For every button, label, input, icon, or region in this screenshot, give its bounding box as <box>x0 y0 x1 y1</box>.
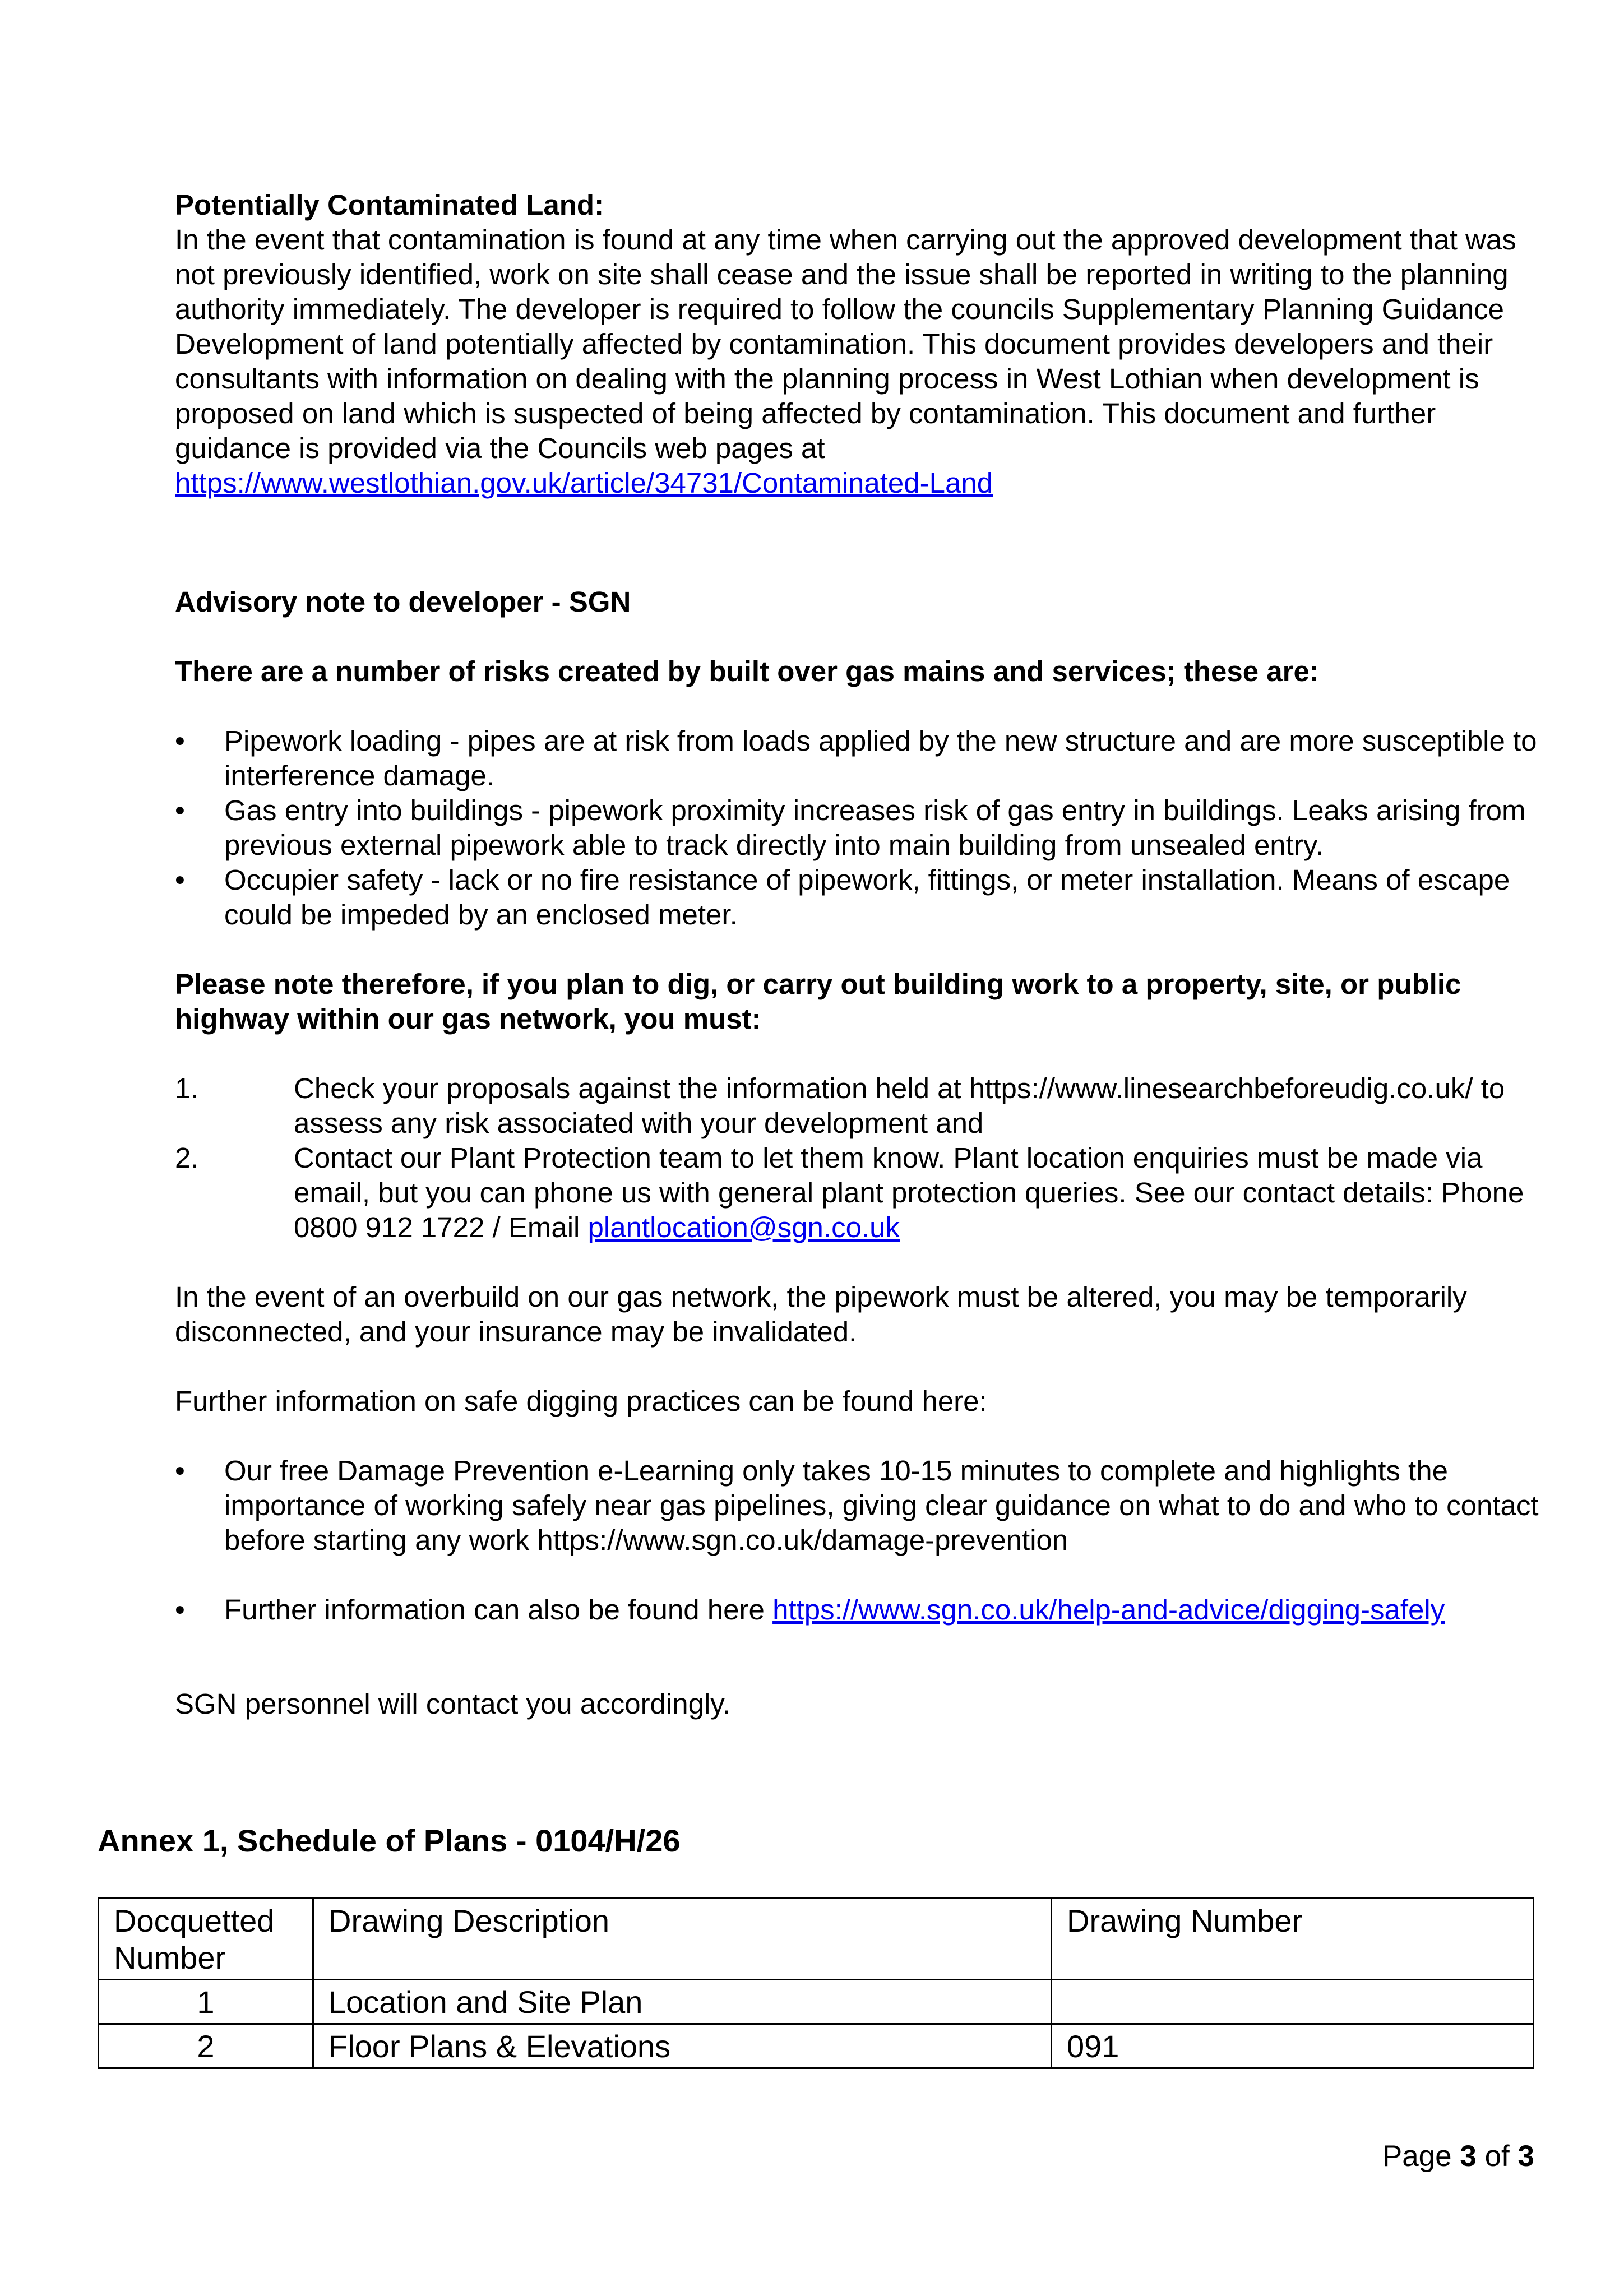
total-pages: 3 <box>1517 2140 1534 2173</box>
overbuild-text: In the event of an overbuild on our gas network, the pipework must be altered, you may be temporarily disconnected, and your insurance may be invalidated. <box>175 1281 1467 1348</box>
spacer <box>175 1558 1548 1593</box>
plans-table <box>98 1897 1534 2069</box>
further-text: Further information can also be found here <box>224 1594 773 1626</box>
risk-text: Gas entry into buildings - pipework proximity increases risk of gas entry in buildings. Leaks arising from previous external pipework able to track directly into main building from unsealed entry. <box>224 794 1526 861</box>
bullet-icon: • <box>175 725 185 757</box>
must-intro: Please note therefore, if you plan to dig, or carry out building work to a property, site, or public highway within our gas network, you must: <box>175 968 1461 1035</box>
list-item <box>175 793 1548 863</box>
further-intro: Further information on safe digging practices can be found here: <box>175 1385 987 1417</box>
list-item <box>175 1141 1548 1245</box>
header-drawing-description: Drawing Description <box>313 1899 1052 1980</box>
bullet-icon: • <box>175 1594 185 1626</box>
current-page: 3 <box>1460 2140 1477 2173</box>
bullet-icon: • <box>175 864 185 896</box>
of-word: of <box>1484 2140 1510 2173</box>
annex-title: Annex 1, Schedule of Plans - 0104/H/26 <box>98 1823 681 1858</box>
digging-safely-link[interactable]: https://www.sgn.co.uk/help-and-advice/digging-safely <box>772 1594 1445 1626</box>
step-number: 2. <box>175 1142 199 1174</box>
spacer <box>175 1419 1548 1453</box>
table-row <box>99 1980 1534 2024</box>
further-list-2 <box>175 1593 1548 1627</box>
spacer <box>175 619 1548 654</box>
bullet-icon: • <box>175 1455 185 1487</box>
spacer <box>175 1349 1548 1384</box>
page-content <box>175 188 1548 1721</box>
steps-list <box>175 1071 1548 1245</box>
spacer <box>175 1245 1548 1280</box>
header-docquetted-number: Docquetted Number <box>99 1899 313 1980</box>
risks-list <box>175 724 1548 932</box>
bullet-icon: • <box>175 794 185 826</box>
drawing-description-cell: Location and Site Plan <box>313 1980 1052 2024</box>
spacer <box>175 932 1548 967</box>
further-list <box>175 1453 1548 1558</box>
spacer <box>175 1036 1548 1071</box>
table-row <box>99 2024 1534 2068</box>
header-drawing-number: Drawing Number <box>1052 1899 1534 1980</box>
drawing-number-cell: 091 <box>1052 2024 1534 2068</box>
contaminated-land-body <box>175 223 1548 501</box>
plantlocation-email-link[interactable]: plantlocation@sgn.co.uk <box>587 1211 900 1243</box>
docquetted-number-cell: 2 <box>99 2024 313 2068</box>
list-item <box>175 1071 1548 1141</box>
list-item <box>175 1453 1548 1558</box>
spacer <box>175 501 1548 585</box>
list-item <box>175 724 1548 793</box>
contaminated-land-text: In the event that contamination is found at any time when carrying out the approved development that was not previously identified, work on site shall cease and the issue shall be reported in writing to the planning authority immediately. The developer is required to follow the councils Supplementary Planning Guidance Development of land potentially affected by contamination. This document provides developers and their consultants with information on dealing with the planning process in West Lothian when development is proposed on land which is suspected of being affected by contamination. This document and further guidance is provided via the Councils web pages at <box>175 224 1516 464</box>
step-number: 1. <box>175 1072 199 1104</box>
risk-text: Occupier safety - lack or no fire resistance of pipework, fittings, or meter installation. Means of escape could be impeded by an enclosed meter. <box>224 864 1510 931</box>
risk-text: Pipework loading - pipes are at risk from loads applied by the new structure and are more susceptible to interference damage. <box>224 725 1537 791</box>
contaminated-land-link[interactable]: https://www.westlothian.gov.uk/article/34731/Contaminated-Land <box>175 467 993 499</box>
list-item <box>175 863 1548 932</box>
spacer <box>175 689 1548 724</box>
page-number <box>1382 2138 1534 2174</box>
step-text: Contact our Plant Protection team to let them know. Plant location enquiries must be made via email, but you can phone us with general plant protection queries. See our contact details: Phone 0800 912 1722 / Email <box>294 1142 1524 1243</box>
closing-text: SGN personnel will contact you accordingly. <box>175 1688 731 1720</box>
step-text: Check your proposals against the information held at https://www.linesearchbeforeudig.co.uk/ to assess any risk associated with your development and <box>294 1072 1505 1139</box>
table-header-row <box>99 1899 1534 1980</box>
docquetted-number-cell: 1 <box>99 1980 313 2024</box>
drawing-description-cell: Floor Plans & Elevations <box>313 2024 1052 2068</box>
page-word: Page <box>1382 2140 1452 2173</box>
sgn-heading: Advisory note to developer - SGN <box>175 586 631 618</box>
contaminated-land-heading: Potentially Contaminated Land: <box>175 189 604 221</box>
further-text: Our free Damage Prevention e-Learning only takes 10-15 minutes to complete and highlights the importance of working safely near gas pipelines, giving clear guidance on what to do and who to contact before starting any work https://www.sgn.co.uk/damage-prevention <box>224 1455 1539 1556</box>
spacer <box>175 1627 1548 1687</box>
drawing-number-cell <box>1052 1980 1534 2024</box>
list-item <box>175 1593 1548 1627</box>
risks-intro: There are a number of risks created by built over gas mains and services; these are: <box>175 655 1319 687</box>
